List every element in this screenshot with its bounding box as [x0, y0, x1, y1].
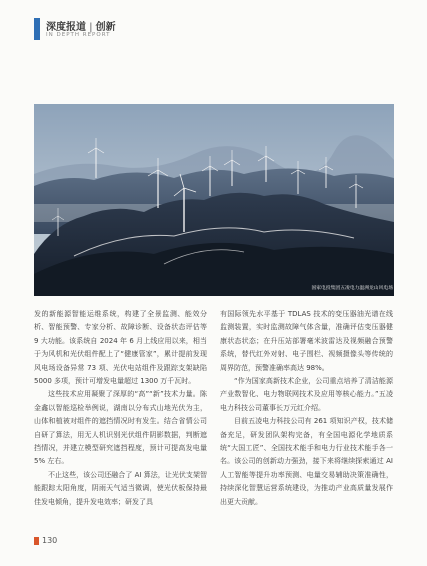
right-text-column — [220, 308, 393, 509]
header-subtitle: IN DEPTH REPORT — [46, 32, 111, 38]
paragraph: 不止这些，该公司还融合了 AI 算法，让光伏支架智能跟踪太阳角度，阴雨天气适当微调，使光伏板保持最佳发电倾角，提升发电效率；研发了具 — [34, 470, 207, 506]
paragraph: 发的新能源智能运维系统，构建了全景监测、能效分析、智能预警、专家分析、故障诊断、设备状态评估等 9 大功能。该系统自 2024 年 6 月上线应用以来，相当于为风机和光伏组件配上了“健康管家”，累计提前发现风电场设备异常 73 项、光伏电站组件及跟踪支架缺陷 5000 多项，预计可增发电量超过 1300 万千瓦时。 — [34, 310, 207, 386]
header-accent-bar — [34, 18, 40, 40]
wind-farm-photo — [34, 104, 394, 296]
header-separator: | — [89, 22, 93, 33]
left-text-column — [34, 308, 207, 509]
paragraph: 这些技术应用凝聚了深厚的“高”“新”技术力量。陈金鑫以智能巡检举例说，湖南以分布式山地光伏为主，山体和植被对组件的遮挡情况时有发生。结合省情公司自研了算法，用无人机识别光伏组件阴影数据，判断遮挡情况，并建立模型研究遮挡程度，预计可提高发电量 5% 左右。 — [34, 390, 207, 466]
photo-caption: 国家电投集团五凌电力温洲龙山风电场 — [311, 286, 393, 291]
footer-accent-mark — [34, 537, 39, 545]
page-header — [34, 16, 404, 46]
section-name: 深度报道 — [46, 22, 86, 33]
paragraph: 目前五凌电力科技公司有 261 项知识产权，技术储备充足，研发团队架构完备，有全国电源化学地质系统“大国工匠”、全国技术能手和电力行业技术能手各一名。该公司的创新动力强劲，接下来将继续探索通过 AI 人工智能等提升功率预测、电量交易辅助决策准确性，持续深化智慧运营系统建设，为推动产业高质量发展作出更大贡献。 — [220, 417, 393, 506]
category-name: 创新 — [95, 22, 116, 33]
page-number: 130 — [42, 536, 58, 545]
paragraph: 有国际领先水平基于 TDLAS 技术的变压器油光谱在线监测装置，实时监测故障气体含量，准确评估变压器健康状态状态；在升压站部署毫米波雷达及视频融合预警系统，替代红外对射、电子围栏、视频摄像头等传统的周界防范，预警准确率高达 98%。 — [220, 310, 393, 372]
header-title — [46, 18, 116, 33]
paragraph: “作为国家高新技术企业，公司重点培养了清洁能源产业数智化、电力物联网技术及应用等核心能力。”五凌电力科技公司董事长万元红介绍。 — [220, 377, 393, 412]
